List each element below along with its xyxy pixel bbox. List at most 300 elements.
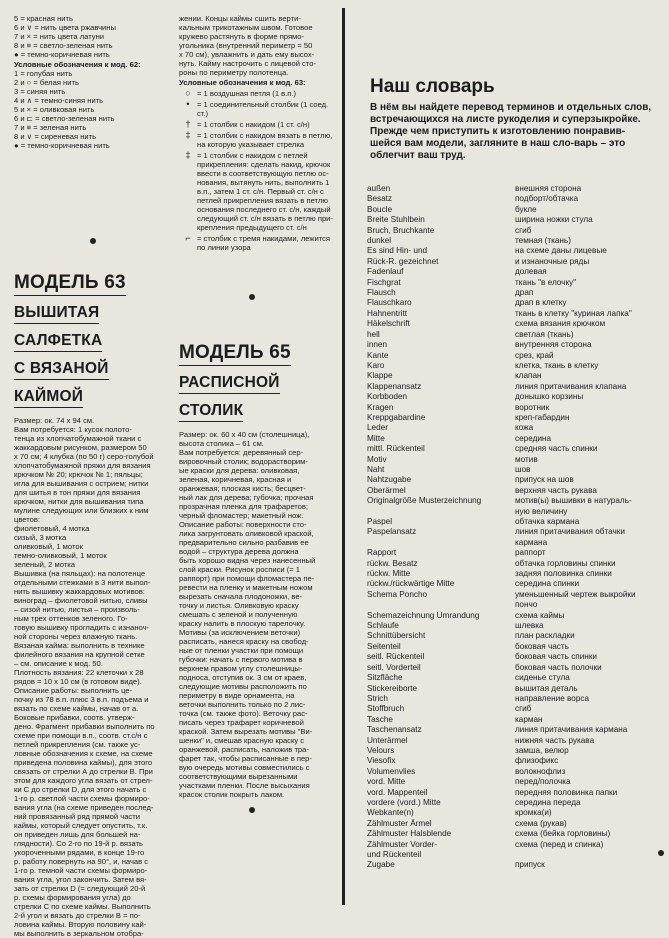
crochet-symbol-icon: †: [185, 119, 191, 129]
text-line: сизый, 3 мотка: [14, 533, 67, 542]
russian-translation: схема (перед и спинка): [515, 839, 604, 849]
german-term: Sitzfläche: [367, 673, 403, 683]
legend-text: = 1 воздушная петля (1 в.п.): [197, 89, 297, 98]
text-line: – см. описание к мод. 50.: [14, 659, 103, 668]
text-line: крючком № 20; крючок № 1; пяльцы;: [14, 470, 143, 479]
text-line: этом для каждого угла вязать от стрел-: [14, 776, 153, 785]
text-line: участками пленки. После высыхания: [179, 781, 310, 790]
model-63-body: [14, 416, 173, 938]
german-term: innen: [367, 340, 388, 350]
text-line: высота столика – 61 см.: [179, 439, 264, 448]
russian-translation: воротник: [515, 402, 550, 412]
dictionary-row: [367, 611, 664, 621]
dictionary-row: [367, 475, 664, 485]
text-line: ловина каймы. Вторую половину кай-: [14, 920, 147, 929]
text-line: Описание работы: выполнить це-: [14, 686, 133, 695]
dictionary-row: [367, 215, 664, 225]
legend-entry: [179, 151, 336, 232]
legend-62-title: Условные обозначения к мод. 62:: [14, 60, 141, 69]
russian-translation: сиденье стула: [515, 673, 570, 683]
german-term: Rapport: [367, 548, 397, 558]
text-line: Размер: ок. 60 х 40 см (столешница),: [179, 430, 310, 439]
russian-translation: обтачка горловины спинки: [515, 558, 616, 568]
dictionary-row: [367, 319, 664, 329]
text-line: – сизой нитью, листья – произволь-: [14, 605, 140, 614]
dictionary-row: [367, 226, 664, 236]
russian-translation: [515, 850, 664, 860]
german-term: [367, 538, 515, 548]
title-line: РАСПИСНОЙ: [179, 372, 280, 394]
bullet-dot-icon: [90, 238, 96, 244]
dictionary-row: [367, 538, 664, 548]
german-term: Stickereiborte: [367, 683, 418, 693]
legend-entry: ● = темно-коричневая нить: [14, 141, 110, 150]
text-line: ● = темно-коричневая нить: [14, 50, 110, 59]
text-line: веточки выполнить только по 2 лис-: [179, 700, 306, 709]
dictionary-row: [367, 767, 664, 777]
crochet-symbol-icon: ‡: [185, 130, 191, 140]
legend-entry: 1 = голубая нить: [14, 69, 73, 78]
text-line: 1-го р. светлой части схемы формиро-: [14, 794, 150, 803]
russian-translation: ширина ножки стула: [515, 215, 593, 225]
german-term: Taschenansatz: [367, 725, 422, 735]
text-line: краской. Затем вырезать мотивы "Ви-: [179, 727, 313, 736]
dictionary-row: [367, 652, 664, 662]
text-line: смешать с зеленой и полученную: [179, 610, 298, 619]
dictionary-row: [367, 382, 664, 392]
spacer: [179, 254, 336, 340]
german-term: Karo: [367, 360, 385, 370]
german-term: Viesofix: [367, 756, 396, 766]
german-term: [367, 507, 515, 517]
russian-translation: мотив(ы) вышивки в натураль-: [515, 496, 632, 506]
german-term: Paspel: [367, 517, 393, 526]
russian-translation: ткань "в елочку": [515, 277, 577, 287]
legend-entry: [179, 131, 336, 149]
german-term: mittl. Rückenteil: [367, 444, 425, 454]
dictionary-row: [367, 829, 664, 839]
dictionary-row: [367, 278, 664, 288]
russian-translation: подборт/обтачка: [515, 194, 579, 204]
russian-translation: темная (ткань): [515, 236, 571, 246]
russian-translation: средняя часть спинки: [515, 444, 598, 454]
german-term: außen: [367, 184, 391, 193]
german-term: Paspelansatz: [367, 527, 417, 537]
text-line: раппорт) при помощи фломастера пе-: [179, 574, 315, 583]
russian-translation: внутренняя сторона: [515, 340, 592, 350]
text-line: шенки" и, смешав красную краску с: [179, 736, 305, 745]
text-line: Вышивка (на пяльцах): на полотенце: [14, 569, 146, 578]
russian-translation: линия притачивания обтачки: [515, 527, 625, 537]
dictionary-title: Наш словарь: [370, 76, 495, 97]
german-term: Nahtzugabe: [367, 475, 412, 485]
russian-translation: схема (рукав): [515, 818, 567, 828]
german-term: Seitenteil: [367, 641, 401, 651]
russian-translation: линия притачивания кармана: [515, 725, 628, 735]
bullet-dot-icon: [249, 294, 255, 300]
german-term: Klappe: [367, 371, 393, 381]
bullet-dot-icon: [658, 850, 664, 856]
spacer: [179, 799, 336, 819]
german-term: rückw./rückwärtige Mitte: [367, 579, 455, 589]
crochet-symbol-icon: ⌐: [185, 233, 191, 243]
german-term: Zugabe: [367, 860, 395, 870]
german-term: seitl. Rückenteil: [367, 652, 425, 662]
russian-translation: флизофикс: [515, 756, 559, 766]
text-line: ный лак для дерева; губочка; прочная: [179, 493, 314, 502]
title-line: САЛФЕТКА: [14, 330, 102, 352]
text-line: водой – структура дерева должна: [179, 547, 299, 556]
text-line: крючком, нитки для вышивания типа: [14, 497, 144, 506]
text-line: петлей прикрепления (см. также ус-: [14, 740, 141, 749]
dictionary-row: [367, 340, 664, 350]
text-line: тенца из хлопчатобумажной ткани с: [14, 434, 142, 443]
german-term: Schemazeichnung Umrandung: [367, 610, 480, 620]
russian-translation: мотив: [515, 454, 538, 464]
german-term: Fadenlauf: [367, 267, 404, 277]
legend-text: = 1 столбик с накидом с петлей прикрепления: сделать накид, крючок ввести в соответствующую петлю ос-нования, вытянуть нить, выполнить 1 в.п., затем 1 ст. с/н. Первый ст. с/н с петлей прикрепления вязать в петлю основания последнего ст. с/н, каждый следующий ст. с/н вязать в петлю при-крепления предыдущего ст. с/н: [197, 151, 333, 232]
text-line: 1-го р. темной части схемы формиро-: [14, 866, 148, 875]
crochet-symbol-icon: ○: [185, 88, 191, 98]
german-term: Schlaufe: [367, 621, 399, 631]
dictionary-row: [367, 194, 664, 204]
text-line: стрелки С по схеме каймы. Выполнить: [14, 902, 151, 911]
dictionary-row: [367, 756, 664, 766]
text-line: фиолетовый, 4 мотка: [14, 524, 90, 533]
text-line: ным трех оттенков зеленого. Го-: [14, 614, 128, 623]
text-line: оранжевой, расписать, наложив тра-: [179, 745, 309, 754]
dictionary-row: [367, 486, 664, 496]
russian-translation: клетка, ткань в клетку: [515, 360, 599, 370]
text-line: вировочный столик; водорастворим-: [179, 457, 308, 466]
text-line: прозрачная пленка для трафаретов;: [179, 502, 309, 511]
russian-translation: драп в клетку: [515, 298, 567, 308]
text-line: вую очередь мотивы совместились с: [179, 763, 310, 772]
text-line: Мотивы (за исключением веточки): [179, 628, 301, 637]
text-line: соответствующими вырезанными: [179, 772, 298, 781]
german-term: Originalgröße Musterzeichnung: [367, 496, 482, 506]
dictionary-row: [367, 434, 664, 444]
legend-63: [179, 89, 336, 252]
dictionary-row: [367, 684, 664, 694]
title-line: МОДЕЛЬ 65: [179, 340, 291, 366]
russian-translation: внешняя сторона: [515, 184, 582, 193]
legend-entry: [179, 100, 336, 118]
text-line: дено. Фрагмент прибавки выполнить по: [14, 722, 155, 731]
dictionary-list: [367, 184, 664, 871]
text-line: 8 и ≡ = светло-зеленая нить: [14, 41, 113, 50]
text-line: периметру в виде орнамента, на: [179, 691, 295, 700]
german-term: Schnittübersicht: [367, 631, 426, 641]
german-term: Hahnentritt: [367, 308, 408, 318]
dictionary-row: [367, 205, 664, 215]
german-term: rückw. Mitte: [367, 569, 411, 579]
russian-translation: боковая часть полочки: [515, 662, 602, 672]
text-line: красок столик покрыть лаком.: [179, 790, 285, 799]
text-line: товую вышивку прогладить с изнаноч-: [14, 623, 150, 632]
german-term: vord. Mitte: [367, 777, 406, 787]
dictionary-row: [367, 673, 664, 683]
german-term: vordere (vord.) Mitte: [367, 797, 441, 807]
text-line: ные от пленки участки при помощи: [179, 646, 304, 655]
text-line: черный фломастер; макетный нож.: [179, 511, 304, 520]
text-line: Боковые прибавки, соотв. утверж-: [14, 713, 135, 722]
german-term: hell: [367, 329, 380, 339]
text-line: точку и листья. Оливковую краску: [179, 601, 299, 610]
german-term: Tasche: [367, 714, 393, 724]
dictionary-row: [367, 850, 664, 860]
russian-translation: на схеме даны лицевые: [515, 246, 607, 256]
text-line: приведена половина каймы), для этого: [14, 758, 153, 767]
russian-translation: кромка(и): [515, 808, 552, 818]
german-term: Zählmuster Halsblende: [367, 829, 452, 839]
dictionary-row: [367, 788, 664, 798]
title-line: ВЫШИТАЯ: [14, 302, 99, 324]
dictionary-row: [367, 590, 664, 600]
text-line: схеме при помощи в.п., соотв. ст.с/н с: [14, 731, 148, 740]
text-line: фарет так, чтобы расписанные в пер-: [179, 754, 312, 763]
dictionary-row: [367, 257, 664, 267]
title-line: КАЙМОЙ: [14, 386, 83, 408]
text-line: р. работу повернуть на 90°, и, начав с: [14, 857, 149, 866]
russian-translation: середина: [515, 433, 551, 443]
text-line: каймы, который следует опустить, т.к.: [14, 821, 148, 830]
german-term: Breite Stuhlbein: [367, 215, 425, 225]
legend-entry: 8 и ∨ = сиреневая нить: [14, 132, 97, 141]
dictionary-row: [367, 392, 664, 402]
dictionary-row: [367, 746, 664, 756]
russian-translation: вышитая деталь: [515, 683, 578, 693]
dictionary-row: [367, 444, 664, 454]
dictionary-row: [367, 631, 664, 641]
russian-translation: линия притачивания клапана: [515, 381, 627, 391]
dictionary-row: [367, 715, 664, 725]
german-term: Fischgrat: [367, 277, 401, 287]
russian-translation: шов: [515, 464, 531, 474]
dictionary-row: [367, 465, 664, 475]
column-middle: [179, 0, 336, 913]
dictionary-row: [367, 777, 664, 787]
german-term: Häkelschrift: [367, 319, 410, 329]
dictionary-row: [367, 548, 664, 558]
german-term: Zählmuster Vorder-: [367, 839, 438, 849]
german-term: Flauschkaro: [367, 298, 412, 308]
legend-text: = 1 соединительный столбик (1 соед. ст.): [197, 100, 329, 118]
text-line: для шитья в тон пряжи для вязания: [14, 488, 141, 497]
german-term: Webkante(n): [367, 808, 414, 818]
russian-translation: ную величину: [515, 506, 568, 516]
column-dictionary: [350, 0, 664, 913]
text-line: угольника (внутренний периметр = 50: [179, 41, 313, 50]
legend-text: = 1 столбик с накидом (1 ст. с/н): [197, 120, 310, 129]
german-term: Rück-R. gezeichnet: [367, 256, 439, 266]
german-term: Boucle: [367, 204, 393, 214]
text-line: роны по периметру полотенца.: [179, 68, 289, 77]
german-term: Klappenansatz: [367, 381, 422, 391]
russian-translation: сгиб: [515, 225, 532, 235]
text-line: 2-й угол и вязать до стрелки В = по-: [14, 911, 141, 920]
german-term: Volumenvlies: [367, 766, 416, 776]
russian-translation: перед/полочка: [515, 777, 571, 787]
dictionary-row: [367, 403, 664, 413]
crochet-symbol-icon: •: [186, 99, 190, 109]
dictionary-row: [367, 600, 664, 610]
german-term: Es sind Hin- und: [367, 246, 428, 256]
russian-translation: схема (бейка горловины): [515, 829, 611, 839]
dictionary-row: [367, 798, 664, 808]
text-line: хлопчатобумажной пряжи для вязания: [14, 461, 151, 470]
german-term: rückw. Besatz: [367, 558, 418, 568]
russian-translation: кожа: [515, 423, 534, 433]
text-line: оранжевая; плоская кисть; бесцвет-: [179, 484, 306, 493]
russian-translation: боковая часть спинки: [515, 652, 597, 662]
dictionary-row: [367, 559, 664, 569]
german-term: Unterärmel: [367, 735, 408, 745]
dictionary-row: [367, 455, 664, 465]
text-line: филейного вязания на крупной сетке: [14, 650, 145, 659]
title-line: МОДЕЛЬ 63: [14, 270, 126, 296]
dictionary-row: [367, 569, 664, 579]
text-line: Описание работы: поверхности сто-: [179, 520, 307, 529]
text-line: р. схемы формирования угла) до: [14, 893, 131, 902]
text-line: жаккардовым рисунком, размером 50: [14, 443, 147, 452]
legend-62-continuation: [14, 14, 173, 59]
dictionary-row: [367, 621, 664, 631]
text-line: кальным трикотажным швом. Готовое: [179, 23, 313, 32]
text-line: зеленая, коричневая, красная и: [179, 475, 292, 484]
text-line: зеленый, 2 мотка: [14, 560, 75, 569]
dictionary-intro: В нём вы найдете перевод терминов и отдельных слов, встречающихся на листе рукоделия и суперзыкройке. Прежде чем приступить к изготовлению понравив-шейся вам модели, загляните в наш сло-варь – это облегчит ваш труд.: [370, 102, 652, 161]
dictionary-row: [367, 184, 664, 194]
text-line: нить вышивку жаккардовых мотивов:: [14, 587, 145, 596]
dictionary-row: [367, 527, 664, 537]
german-term: Zählmuster Ärmel: [367, 818, 432, 828]
text-line: Вам потребуется: деревянный сер-: [179, 448, 304, 457]
russian-translation: раппорт: [515, 548, 546, 558]
legend-entry: [179, 120, 336, 129]
text-line: лика загрунтовать оливковой краской,: [179, 529, 314, 538]
legend-entry: 2 и ○ = белая нить: [14, 78, 79, 87]
russian-translation: схема вязания крючком: [515, 319, 606, 329]
text-line: подноса, отступив ок. 3 см от краев,: [179, 673, 307, 682]
text-line: Вам потребуется: 1 кусок полото-: [14, 425, 132, 434]
text-line: х 70 см; 4 клубка (по 50 г) серо-голубой: [14, 452, 154, 461]
text-line: кружево растянуть в форме прямо-: [179, 32, 305, 41]
german-term: Bruch, Bruchkante: [367, 225, 435, 235]
russian-translation: долевая: [515, 267, 547, 277]
text-line: мулине следующих или близких к ним: [14, 506, 149, 515]
legend-63-title: Условные обозначения к мод. 63:: [179, 78, 306, 87]
text-line: отдельными стежками в 3 нити выпол-: [14, 578, 151, 587]
text-line: ки С до стрелки D, для этого начать с: [14, 785, 147, 794]
legend-entry: [179, 234, 336, 252]
text-line: почку из 78 в.п. плюс 3 в.п. подъема и: [14, 695, 149, 704]
text-line: оливковый, 1 моток: [14, 542, 83, 551]
text-line: ной стороны через влажную ткань.: [14, 632, 138, 641]
legend-entry: [179, 89, 336, 98]
crochet-symbol-icon: ‡: [185, 150, 191, 160]
german-term: Stoffbruch: [367, 704, 405, 714]
german-term: dunkel: [367, 236, 392, 246]
russian-translation: креп-габардин: [515, 412, 570, 422]
text-line: мы выполнить в зеркальном отобра-: [14, 929, 144, 938]
german-term: Besatz: [367, 194, 393, 204]
russian-translation: пончо: [515, 600, 538, 610]
german-term: Leder: [367, 423, 388, 433]
legend-entry: 3 = синяя нить: [14, 87, 66, 96]
dictionary-row: [367, 330, 664, 340]
text-line: вания угла, угол закончить. Затем вя-: [14, 875, 147, 884]
german-term: und Rückenteil: [367, 850, 422, 859]
dictionary-row: [367, 246, 664, 256]
dictionary-row: [367, 819, 664, 829]
german-term: Strich: [367, 693, 388, 703]
russian-translation: уменьшенный чертеж выкройки: [515, 589, 636, 599]
russian-translation: замша, велюр: [515, 745, 569, 755]
text-line: вырезать сначала плодоножки, ве-: [179, 592, 303, 601]
russian-translation: клапан: [515, 371, 542, 381]
dictionary-row: [367, 496, 664, 506]
text-line: Плотность вязания: 22 клеточки х 28: [14, 668, 144, 677]
russian-translation: срез, край: [515, 350, 554, 360]
text-line: 7 и × = нить цвета латуни: [14, 32, 105, 41]
title-line: СТОЛИК: [179, 400, 243, 422]
text-line: х 70 см), увлажнить и дать ему высох-: [179, 50, 315, 59]
legend-text: = 1 столбик с накидом вязать в петлю, на которую указывает стрелка: [197, 131, 333, 149]
text-line: цветов:: [14, 515, 41, 524]
dictionary-row: [367, 808, 664, 818]
russian-translation: и изнаночные ряды: [515, 256, 590, 266]
text-line: 6 и ∨ = нить цвета ржавчины: [14, 23, 116, 32]
dictionary-row: [367, 361, 664, 371]
russian-translation: план раскладки: [515, 631, 575, 641]
german-term: [367, 600, 515, 610]
dictionary-row: [367, 579, 664, 589]
german-term: Motiv: [367, 454, 387, 464]
dictionary-row: [367, 298, 664, 308]
model-65-title: [179, 340, 336, 428]
text-line: быть хорошо видна через нанесенный: [179, 556, 316, 565]
text-line: ые краски для дерева: оливковая,: [179, 466, 300, 475]
text-line: зать от стрелки D (= следующий 20-й: [14, 884, 146, 893]
text-line: игла для вышивания с острием; нитки: [14, 479, 149, 488]
german-term: Korbboden: [367, 392, 408, 402]
russian-translation: светлая (ткань): [515, 329, 574, 339]
german-term: Naht: [367, 464, 385, 474]
dictionary-row: [367, 309, 664, 319]
text-line: вязать по схеме каймы, начав от а.: [14, 704, 139, 713]
russian-translation: припуск на шов: [515, 475, 574, 485]
dictionary-row: [367, 725, 664, 735]
german-term: Kragen: [367, 402, 394, 412]
text-line: 5 = красная нить: [14, 14, 73, 23]
russian-translation: волокнофлиз: [515, 766, 566, 776]
text-line: укороченными рядами, в конце 19-го: [14, 848, 145, 857]
german-term: Oberärmel: [367, 485, 406, 495]
russian-translation: букле: [515, 204, 537, 214]
dictionary-row: [367, 288, 664, 298]
dictionary-row: [367, 371, 664, 381]
dictionary-row: [367, 423, 664, 433]
dictionary-row: [367, 507, 664, 517]
text-line: темно-оливковый, 1 моток: [14, 551, 107, 560]
dictionary-row: [367, 413, 664, 423]
russian-translation: карман: [515, 714, 543, 724]
text-line: предварительно сильно разбавив ее: [179, 538, 309, 547]
text-line: рядов = 10 х 10 см (в готовом виде).: [14, 677, 142, 686]
german-term: Schema Poncho: [367, 589, 428, 599]
russian-translation: драп: [515, 288, 534, 298]
